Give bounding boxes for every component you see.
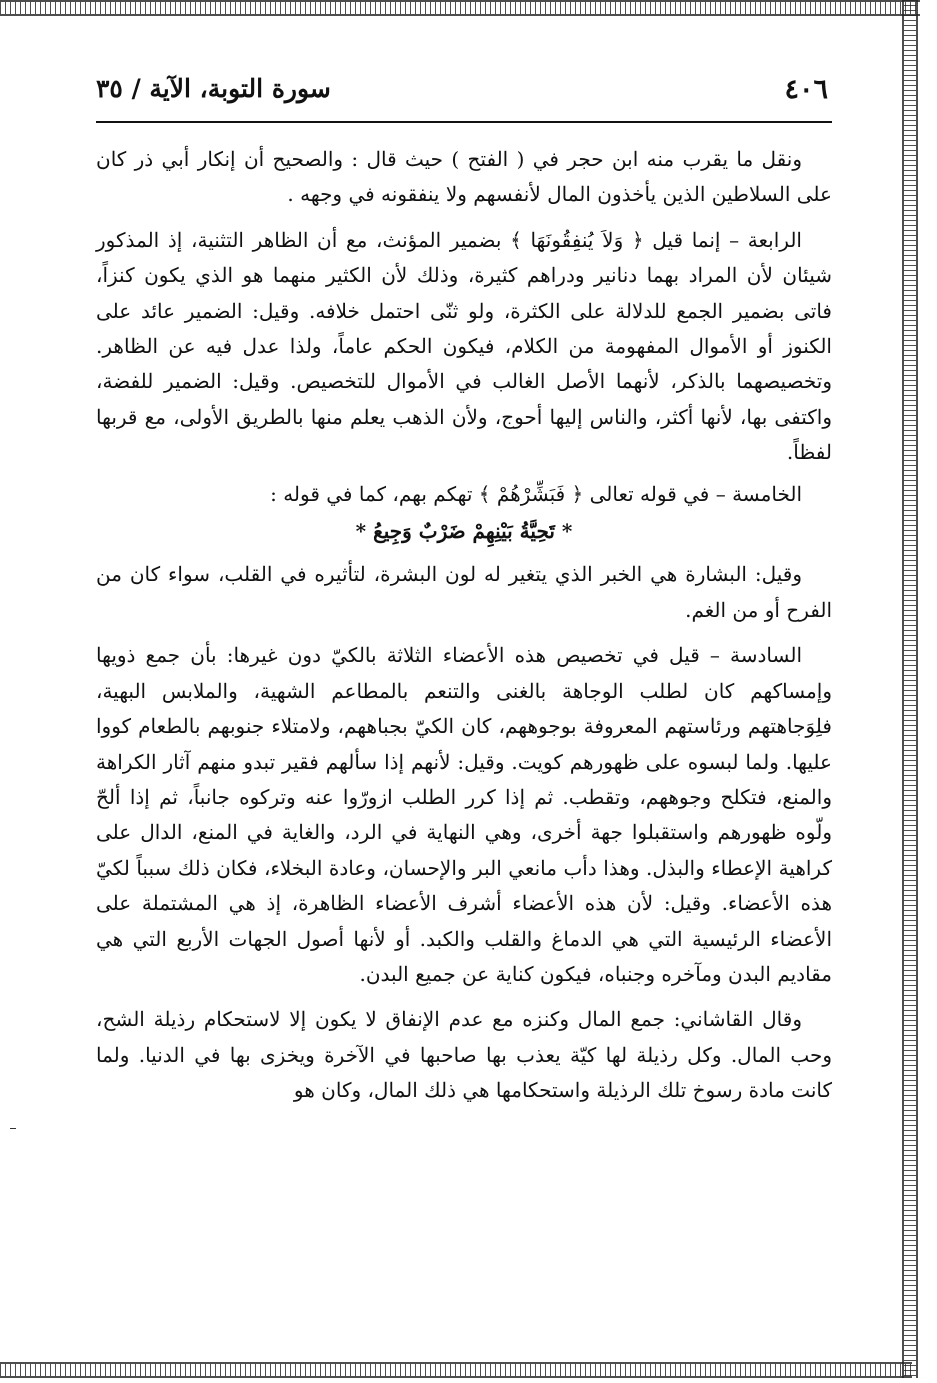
paragraph-4: وقيل: البشارة هي الخبر الذي يتغير له لون البشرة، لتأثيره في القلب، سواء كان من الفرح أو من الغم. — [96, 562, 832, 622]
paragraph-2: الرابعة – إنما قيل ﴿ وَلاَ يُنفِقُونَهَا ﴾ بضمير المؤنث، مع أن الظاهر التثنية، إذ المذكور شيئان لأن المراد بهما دنانير ودراهم كثيرة، وذلك لأن الكثير منهما هو الذي يكون كنزاً، فاتى بضمير الجمع للدلالة على الكثرة، ولو ثنّى احتمل خلافه. وقيل: الضمير عائد على الكنوز أو الأموال المفهومة من الكلام، فيكون الحكم عاماً، ولذا عدل فيه عن الظاهر. وتخصيصهما بالذكر، لأنهما الأصل الغالب في الأموال للتخصيص. وقيل: الضمير للفضة، واكتفى بها، لأنها أكثر، والناس إليها أحوج، ولأن الذهب يعلم منها بالطريق الأولى، مع قربها لفظاً. — [96, 227, 832, 465]
paragraph-3: الخامسة – في قوله تعالى ﴿ فَبَشِّرْهُمْ ﴾ تهكم بهم، كما في قوله : — [270, 481, 802, 506]
page-number: ٤٠٦ — [784, 74, 828, 105]
paragraph-5: السادسة – قيل في تخصيص هذه الأعضاء الثلاثة بالكيّ دون غيرها: بأن جمع ذويها وإمساكهم كان لطلب الوجاهة بالغنى والتنعم بالمطاعم الشهية، والملابس البهية، فلِوَجاهتهم ورئاستهم المعروفة بوجوههم، كان الكيّ بجباههم، ولامتلاء جنوبهم بالطعام كووا عليها. ولما لبسوه على ظهورهم كويت. وقيل: لأنهم إذا سألهم فقير تبدو منهم آثار الكراهة والمنع، فتكلح وجوههم، وتقطب. ثم إذا كرر الطلب ازورّوا عنه وتركوه جانباً، ثم إذا ألحّ ولّوه ظهورهم واستقبلوا جهة أخرى، وهي النهاية في الرد، والغاية في المنع، الدال على كراهية الإعطاء والبذل. وهذا دأب مانعي البر والإحسان، وعادة البخلاء، فكان ذلك سبباً لكيّ هذه الأعضاء. وقيل: لأن هذه الأعضاء أشرف الأعضاء الظاهرة، إذ هي المشتملة على الأعضاء الرئيسية التي هي الدماغ والقلب والكبد. أو لأنها أصول الجهات الأربع التي هي مقاديم البدن ومآخره وجنباه، فيكون كناية عن جميع البدن. — [96, 643, 832, 986]
decorative-border-bottom — [0, 1362, 912, 1378]
decorative-border-top — [0, 0, 920, 16]
scan-artifact-mark — [10, 1128, 16, 1129]
paragraph-1: ونقل ما يقرب منه ابن حجر في ( الفتح ) حيث قال : والصحيح أن إنكار أبي ذر كان على السلاطين الذين يأخذون المال لأنفسهم ولا ينفقونه في وجهه . — [96, 147, 832, 207]
paragraph-6: وقال القاشاني: جمع المال وكنزه مع عدم الإنفاق لا يكون إلا لاستحكام رذيلة الشح، وحب المال. وكل رذيلة لها كيّة يعذب بها صاحبها في الآخرة ويخزى بها في الدنيا. ولما كانت مادة رسوخ تلك الرذيلة واستحكامها هي ذلك المال، وكان هو — [96, 1007, 832, 1103]
header-rule — [96, 121, 832, 123]
running-title: سورة التوبة، الآية / ٣٥ — [96, 74, 331, 103]
decorative-border-right — [902, 0, 918, 1378]
page-header — [96, 74, 828, 118]
poetry-verse: * تَحِيَّةُ بَيْنِهِمْ ضَرْبٌ وَجِيعُ * — [355, 519, 573, 544]
page-body — [96, 142, 832, 1119]
